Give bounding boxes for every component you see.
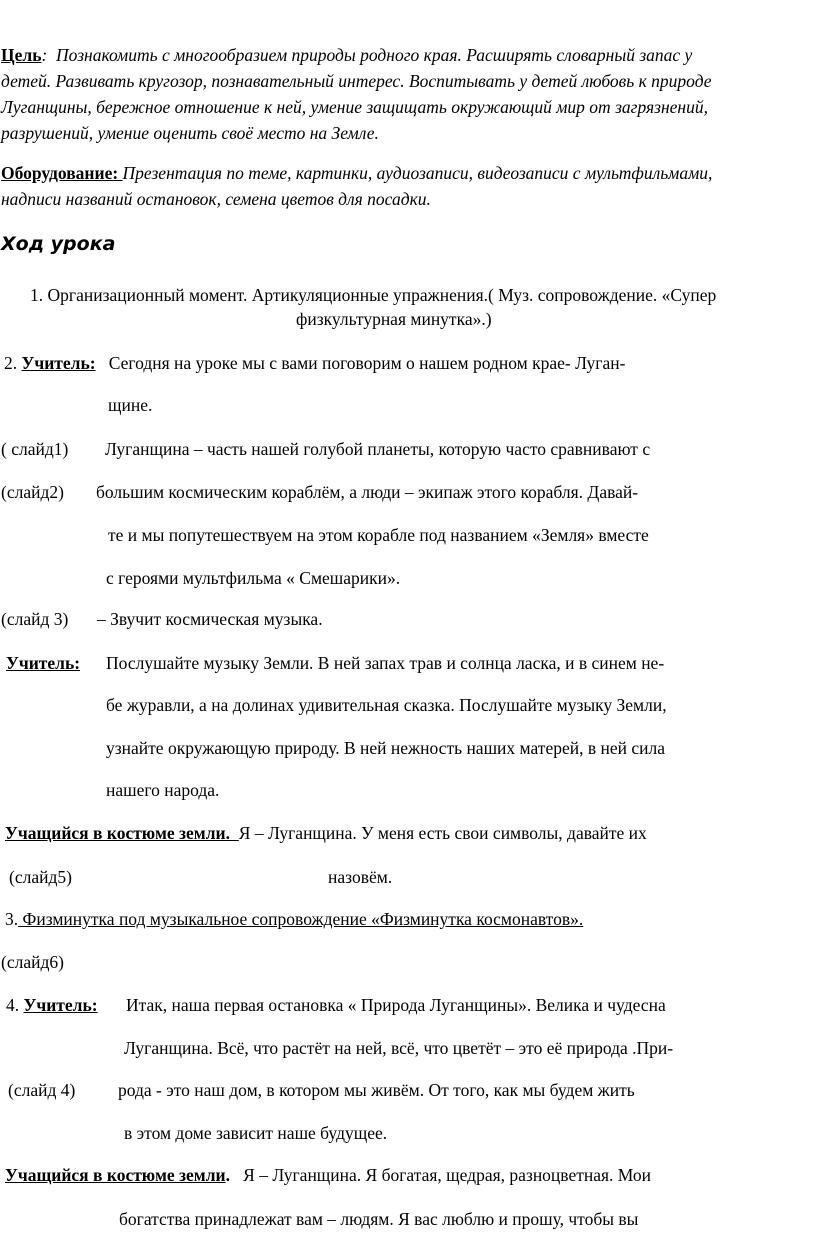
student2-dot: . [225,1165,231,1185]
item4-slide-label: (слайд 4) [8,1080,76,1100]
teacher2-line-3: узнайте окружающую природу. В ней нежность наших матерей, в ней сила [106,738,666,758]
student2-cont: богатства принадлежат вам – людям. Я вас люблю и прошу, чтобы вы [119,1209,639,1229]
item1-line-1: 1. Организационный момент. Артикуляционные упражнения.( Муз. сопровождение. «Супер [30,285,717,305]
item4-speaker: Учитель: [23,995,98,1015]
student1-slide-label: (слайд5) [9,867,72,887]
teacher2-line-2: бе журавли, а на долинах удивительная сказка. Послушайте музыку Земли, [106,695,667,715]
equipment-line-2: надписи названий остановок, семена цветов для посадки. [1,189,431,209]
item3-num: 3. [5,909,19,929]
item2-speaker: Учитель: [21,353,96,373]
teacher2-line-1: Послушайте музыку Земли. В ней запах трав и солнца ласка, и в синем не- [106,653,665,673]
student1-speaker: Учащийся в костюме земли. [5,823,231,843]
goal-line-2: детей. Развивать кругозор, познавательный интерес. Воспитывать у детей любовь к природе [1,71,712,91]
item4-num: 4. [6,995,20,1015]
item2-num: 2. [4,353,18,373]
item3-slide-label: (слайд6) [1,952,64,972]
student1-text: Я – Луганщина. У меня есть свои символы, давайте их [238,823,647,843]
item3-text: Физминутка под музыкальное сопровождение «Физминутка космонавтов». [18,909,584,929]
item4-text-1: Итак, наша первая остановка « Природа Луганщины». Велика и чудесна [126,995,666,1015]
goal-line-3: Луганщины, бережное отношение к ней, умение защищать окружающий мир от загрязнений, [1,97,708,117]
teacher2-speaker: Учитель: [6,653,81,673]
goal-line-4: разрушений, умение оценить своё место на Земле. [1,123,379,143]
item1-line-2: физкультурная минутка».) [296,309,492,329]
goal-label: Цель [1,45,42,65]
slide3-label: (слайд 3) [1,609,69,629]
item2-line-1 [4,352,625,374]
student2-text: Я – Луганщина. Я богатая, щедрая, разноцветная. Мои [243,1165,652,1185]
equipment-label: Оборудование: [1,163,123,183]
slide1-label: ( слайд1) [1,439,69,459]
slide2-text: большим космическим кораблём, а люди – экипаж этого корабля. Давай- [96,482,639,502]
goal-text-1: Познакомить с многообразием природы родного края. Расширять словарный запас у [56,45,693,65]
student2-speaker: Учащийся в костюме земли [5,1165,226,1185]
goal-line-1 [1,44,692,66]
equipment-line-1 [1,162,712,184]
slide3-text: – Звучит космическая музыка. [97,609,323,629]
goal-colon: : [41,45,48,65]
slide2-label: (слайд2) [1,482,64,502]
item4-text-3: рода - это наш дом, в котором мы живём. От того, как мы будем жить [118,1080,635,1100]
item2-line-2: щине. [108,395,153,415]
slide2-cont-2: с героями мультфильма « Смешарики». [106,568,401,588]
slide1-text: Луганщина – часть нашей голубой планеты, которую часто сравнивают с [105,439,651,459]
student1-line-1 [5,822,647,844]
teacher2-line-4: нашего народа. [106,780,220,800]
student2-line-1 [5,1164,651,1186]
slide2-cont-1: те и мы попутешествуем на этом корабле под названием «Земля» вместе [108,525,649,545]
item3-line [5,908,583,930]
lesson-heading: Ход урока [1,233,116,255]
equipment-text-1: Презентация по теме, картинки, аудиозаписи, видеозаписи с мультфильмами, [122,163,713,183]
item4-text-4: в этом доме зависит наше будущее. [124,1123,388,1143]
student1-cont: назовём. [328,867,393,887]
item4-line-1 [6,994,98,1016]
item2-text-1: Сегодня на уроке мы с вами поговорим о нашем родном крае- Луган- [108,353,626,373]
item4-text-2: Луганщина. Всё, что растёт на ней, всё, что цветёт – это её природа .При- [124,1038,674,1058]
